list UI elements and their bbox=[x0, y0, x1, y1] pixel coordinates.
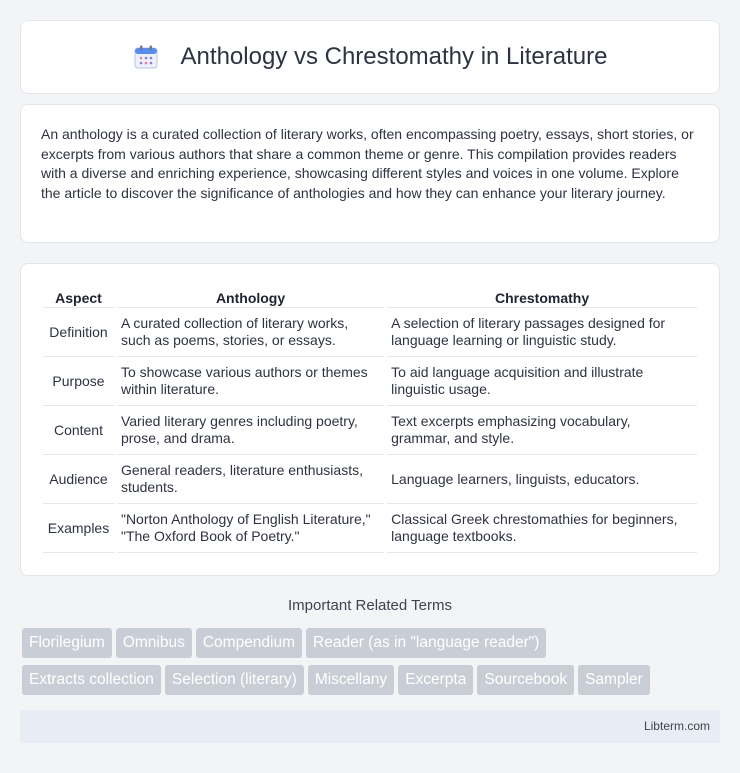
table-row bbox=[43, 406, 697, 455]
related-term-tag[interactable]: Extracts collection bbox=[22, 665, 161, 695]
column-header-chrestomathy: Chrestomathy bbox=[387, 286, 697, 308]
column-header-anthology: Anthology bbox=[117, 286, 384, 308]
aspect-cell: Audience bbox=[43, 455, 114, 504]
related-term-tag[interactable]: Selection (literary) bbox=[165, 665, 304, 695]
related-term-tag[interactable]: Sampler bbox=[578, 665, 650, 695]
related-term-tag[interactable]: Omnibus bbox=[116, 628, 192, 658]
related-term-tag[interactable]: Miscellany bbox=[308, 665, 394, 695]
chrestomathy-cell: To aid language acquisition and illustrate linguistic usage. bbox=[387, 357, 697, 406]
footer-bar bbox=[20, 710, 720, 743]
related-terms-list bbox=[22, 628, 722, 702]
aspect-cell: Examples bbox=[43, 504, 114, 553]
related-term-tag[interactable]: Reader (as in "language reader") bbox=[306, 628, 546, 658]
related-term-tag[interactable]: Excerpta bbox=[398, 665, 473, 695]
table-row bbox=[43, 308, 697, 357]
intro-paragraph: An anthology is a curated collection of literary works, often encompassing poetry, essays, short stories, or excerpts from various authors that share a common theme or genre. This compilation provides readers with a diverse and enriching experience, showcasing different styles and voices in one volume. Explore the article to discover the significance of anthologies and how they can enhance your literary journey. bbox=[41, 126, 694, 201]
anthology-cell: General readers, literature enthusiasts, students. bbox=[117, 455, 384, 504]
aspect-cell: Purpose bbox=[43, 357, 114, 406]
footer-site-name[interactable]: Libterm.com bbox=[643, 719, 710, 733]
anthology-cell: Varied literary genres including poetry, prose, and drama. bbox=[117, 406, 384, 455]
table-row bbox=[43, 357, 697, 406]
related-terms-heading: Important Related Terms bbox=[288, 597, 452, 614]
related-term-tag[interactable]: Compendium bbox=[196, 628, 302, 658]
comparison-card bbox=[20, 263, 720, 576]
chrestomathy-cell: Classical Greek chrestomathies for beginners, language textbooks. bbox=[387, 504, 697, 553]
related-term-tag[interactable]: Sourcebook bbox=[477, 665, 574, 695]
page-title: Anthology vs Chrestomathy in Literature bbox=[180, 43, 608, 70]
chrestomathy-cell: Language learners, linguists, educators. bbox=[387, 455, 697, 504]
related-term-tag[interactable]: Florilegium bbox=[22, 628, 112, 658]
intro-card bbox=[20, 104, 720, 243]
table-row bbox=[43, 455, 697, 504]
title-card bbox=[20, 20, 720, 94]
anthology-cell: To showcase various authors or themes within literature. bbox=[117, 357, 384, 406]
table-row bbox=[43, 504, 697, 553]
calendar-icon bbox=[133, 44, 159, 70]
column-header-aspect: Aspect bbox=[43, 286, 114, 308]
anthology-cell: "Norton Anthology of English Literature," "The Oxford Book of Poetry." bbox=[117, 504, 384, 553]
table-header-row bbox=[43, 286, 697, 308]
aspect-cell: Definition bbox=[43, 308, 114, 357]
chrestomathy-cell: Text excerpts emphasizing vocabulary, grammar, and style. bbox=[387, 406, 697, 455]
comparison-table bbox=[40, 286, 700, 553]
anthology-cell: A curated collection of literary works, such as poems, stories, or essays. bbox=[117, 308, 384, 357]
chrestomathy-cell: A selection of literary passages designed for language learning or linguistic study. bbox=[387, 308, 697, 357]
aspect-cell: Content bbox=[43, 406, 114, 455]
